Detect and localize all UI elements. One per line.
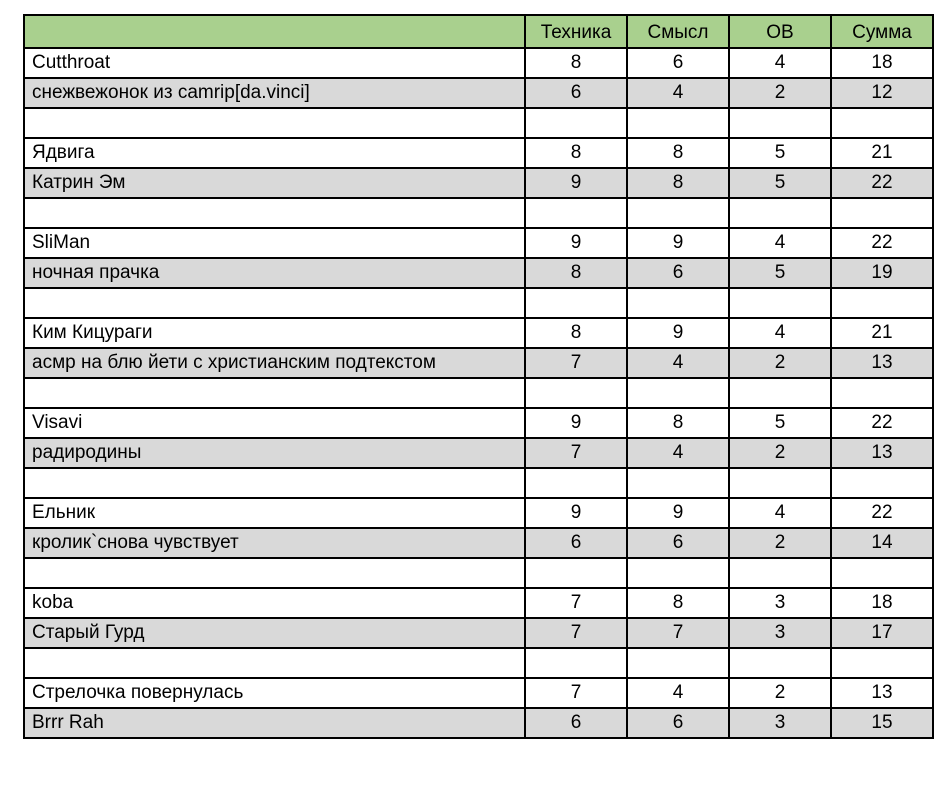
cell-name[interactable]: Ядвига — [24, 138, 525, 168]
cell-technique[interactable]: 8 — [525, 318, 627, 348]
empty-cell[interactable] — [24, 378, 525, 408]
cell-meaning[interactable]: 6 — [627, 528, 729, 558]
cell-total[interactable]: 18 — [831, 588, 933, 618]
cell-ov[interactable]: 4 — [729, 318, 831, 348]
cell-ov[interactable]: 2 — [729, 78, 831, 108]
cell-name[interactable]: кролик`снова чувствует — [24, 528, 525, 558]
table-row — [24, 48, 933, 78]
empty-cell[interactable] — [24, 468, 525, 498]
table-row — [24, 318, 933, 348]
cell-name[interactable]: асмр на блю йети с христианским подтекстом — [24, 348, 525, 378]
table-row — [24, 528, 933, 558]
cell-technique[interactable]: 6 — [525, 528, 627, 558]
cell-ov[interactable]: 5 — [729, 408, 831, 438]
table-row — [24, 588, 933, 618]
empty-cell[interactable] — [525, 108, 627, 138]
cell-technique[interactable]: 6 — [525, 78, 627, 108]
cell-ov[interactable]: 2 — [729, 528, 831, 558]
cell-ov[interactable]: 2 — [729, 438, 831, 468]
empty-cell[interactable] — [729, 468, 831, 498]
cell-ov[interactable]: 2 — [729, 678, 831, 708]
cell-technique[interactable]: 7 — [525, 618, 627, 648]
cell-name[interactable]: ночная прачка — [24, 258, 525, 288]
cell-meaning[interactable]: 9 — [627, 318, 729, 348]
cell-total[interactable]: 22 — [831, 408, 933, 438]
cell-name[interactable]: Ким Кицураги — [24, 318, 525, 348]
spacer-row — [24, 648, 933, 678]
table-row — [24, 618, 933, 648]
cell-technique[interactable]: 8 — [525, 258, 627, 288]
cell-technique[interactable]: 9 — [525, 228, 627, 258]
cell-ov[interactable]: 4 — [729, 498, 831, 528]
cell-name[interactable]: Старый Гурд — [24, 618, 525, 648]
cell-name[interactable]: снежвежонок из camrip[da.vinci] — [24, 78, 525, 108]
cell-total[interactable]: 22 — [831, 498, 933, 528]
empty-cell[interactable] — [831, 198, 933, 228]
cell-meaning[interactable]: 8 — [627, 588, 729, 618]
cell-technique[interactable]: 8 — [525, 138, 627, 168]
table-body — [24, 48, 933, 738]
empty-cell[interactable] — [831, 648, 933, 678]
table-row — [24, 258, 933, 288]
cell-meaning[interactable]: 6 — [627, 258, 729, 288]
cell-total[interactable]: 21 — [831, 138, 933, 168]
cell-technique[interactable]: 9 — [525, 408, 627, 438]
empty-cell[interactable] — [831, 108, 933, 138]
table-row — [24, 408, 933, 438]
cell-meaning[interactable]: 8 — [627, 138, 729, 168]
empty-cell[interactable] — [831, 288, 933, 318]
cell-total[interactable]: 21 — [831, 318, 933, 348]
empty-cell[interactable] — [24, 648, 525, 678]
spacer-row — [24, 108, 933, 138]
cell-meaning[interactable]: 6 — [627, 48, 729, 78]
empty-cell[interactable] — [525, 648, 627, 678]
empty-cell[interactable] — [627, 558, 729, 588]
table-row — [24, 348, 933, 378]
empty-cell[interactable] — [627, 198, 729, 228]
empty-cell[interactable] — [729, 288, 831, 318]
cell-ov[interactable]: 4 — [729, 228, 831, 258]
cell-ov[interactable]: 2 — [729, 348, 831, 378]
cell-meaning[interactable]: 9 — [627, 228, 729, 258]
empty-cell[interactable] — [729, 558, 831, 588]
spacer-row — [24, 378, 933, 408]
header-cell-total[interactable]: Сумма — [831, 15, 933, 48]
spacer-row — [24, 468, 933, 498]
empty-cell[interactable] — [627, 648, 729, 678]
empty-cell[interactable] — [24, 558, 525, 588]
cell-technique[interactable]: 6 — [525, 708, 627, 738]
cell-ov[interactable]: 4 — [729, 48, 831, 78]
empty-cell[interactable] — [24, 288, 525, 318]
spacer-row — [24, 198, 933, 228]
empty-cell[interactable] — [525, 468, 627, 498]
spacer-row — [24, 288, 933, 318]
table-row — [24, 78, 933, 108]
cell-name[interactable]: Катрин Эм — [24, 168, 525, 198]
empty-cell[interactable] — [831, 378, 933, 408]
cell-ov[interactable]: 3 — [729, 708, 831, 738]
cell-name[interactable]: Ельник — [24, 498, 525, 528]
cell-total[interactable]: 15 — [831, 708, 933, 738]
empty-cell[interactable] — [627, 108, 729, 138]
cell-name[interactable]: Visavi — [24, 408, 525, 438]
cell-meaning[interactable]: 8 — [627, 408, 729, 438]
cell-technique[interactable]: 9 — [525, 498, 627, 528]
table-row — [24, 438, 933, 468]
cell-ov[interactable]: 3 — [729, 588, 831, 618]
cell-meaning[interactable]: 4 — [627, 78, 729, 108]
cell-meaning[interactable]: 4 — [627, 678, 729, 708]
empty-cell[interactable] — [24, 198, 525, 228]
empty-cell[interactable] — [831, 558, 933, 588]
cell-name[interactable]: SliMan — [24, 228, 525, 258]
cell-total[interactable]: 18 — [831, 48, 933, 78]
empty-cell[interactable] — [627, 378, 729, 408]
table-row — [24, 168, 933, 198]
empty-cell[interactable] — [729, 108, 831, 138]
cell-meaning[interactable]: 4 — [627, 348, 729, 378]
header-row — [24, 15, 933, 48]
empty-cell[interactable] — [729, 648, 831, 678]
cell-total[interactable]: 13 — [831, 438, 933, 468]
cell-technique[interactable]: 7 — [525, 678, 627, 708]
empty-cell[interactable] — [627, 468, 729, 498]
empty-cell[interactable] — [729, 378, 831, 408]
cell-name[interactable]: Brrr Rah — [24, 708, 525, 738]
cell-total[interactable]: 19 — [831, 258, 933, 288]
empty-cell[interactable] — [831, 468, 933, 498]
cell-name[interactable]: Cutthroat — [24, 48, 525, 78]
cell-ov[interactable]: 5 — [729, 168, 831, 198]
table-row — [24, 228, 933, 258]
cell-name[interactable]: радиродины — [24, 438, 525, 468]
cell-name[interactable]: koba — [24, 588, 525, 618]
cell-meaning[interactable]: 7 — [627, 618, 729, 648]
cell-technique[interactable]: 7 — [525, 348, 627, 378]
empty-cell[interactable] — [525, 558, 627, 588]
header-cell-ov[interactable]: ОВ — [729, 15, 831, 48]
cell-total[interactable]: 17 — [831, 618, 933, 648]
empty-cell[interactable] — [24, 108, 525, 138]
cell-ov[interactable]: 3 — [729, 618, 831, 648]
cell-ov[interactable]: 5 — [729, 258, 831, 288]
cell-meaning[interactable]: 9 — [627, 498, 729, 528]
cell-technique[interactable]: 8 — [525, 48, 627, 78]
cell-technique[interactable]: 7 — [525, 588, 627, 618]
cell-technique[interactable]: 9 — [525, 168, 627, 198]
table-row — [24, 138, 933, 168]
cell-ov[interactable]: 5 — [729, 138, 831, 168]
empty-cell[interactable] — [525, 378, 627, 408]
cell-meaning[interactable]: 4 — [627, 438, 729, 468]
cell-total[interactable]: 22 — [831, 168, 933, 198]
table-row — [24, 498, 933, 528]
table-row — [24, 678, 933, 708]
score-table — [23, 14, 934, 739]
cell-total[interactable]: 13 — [831, 678, 933, 708]
empty-cell[interactable] — [729, 198, 831, 228]
empty-cell[interactable] — [627, 288, 729, 318]
header-cell-name[interactable] — [24, 15, 525, 48]
cell-meaning[interactable]: 8 — [627, 168, 729, 198]
cell-total[interactable]: 14 — [831, 528, 933, 558]
table-row — [24, 708, 933, 738]
spacer-row — [24, 558, 933, 588]
cell-meaning[interactable]: 6 — [627, 708, 729, 738]
empty-cell[interactable] — [525, 198, 627, 228]
cell-technique[interactable]: 7 — [525, 438, 627, 468]
empty-cell[interactable] — [525, 288, 627, 318]
cell-total[interactable]: 22 — [831, 228, 933, 258]
cell-total[interactable]: 12 — [831, 78, 933, 108]
header-cell-technique[interactable]: Техника — [525, 15, 627, 48]
cell-name[interactable]: Стрелочка повернулась — [24, 678, 525, 708]
header-cell-meaning[interactable]: Смысл — [627, 15, 729, 48]
cell-total[interactable]: 13 — [831, 348, 933, 378]
